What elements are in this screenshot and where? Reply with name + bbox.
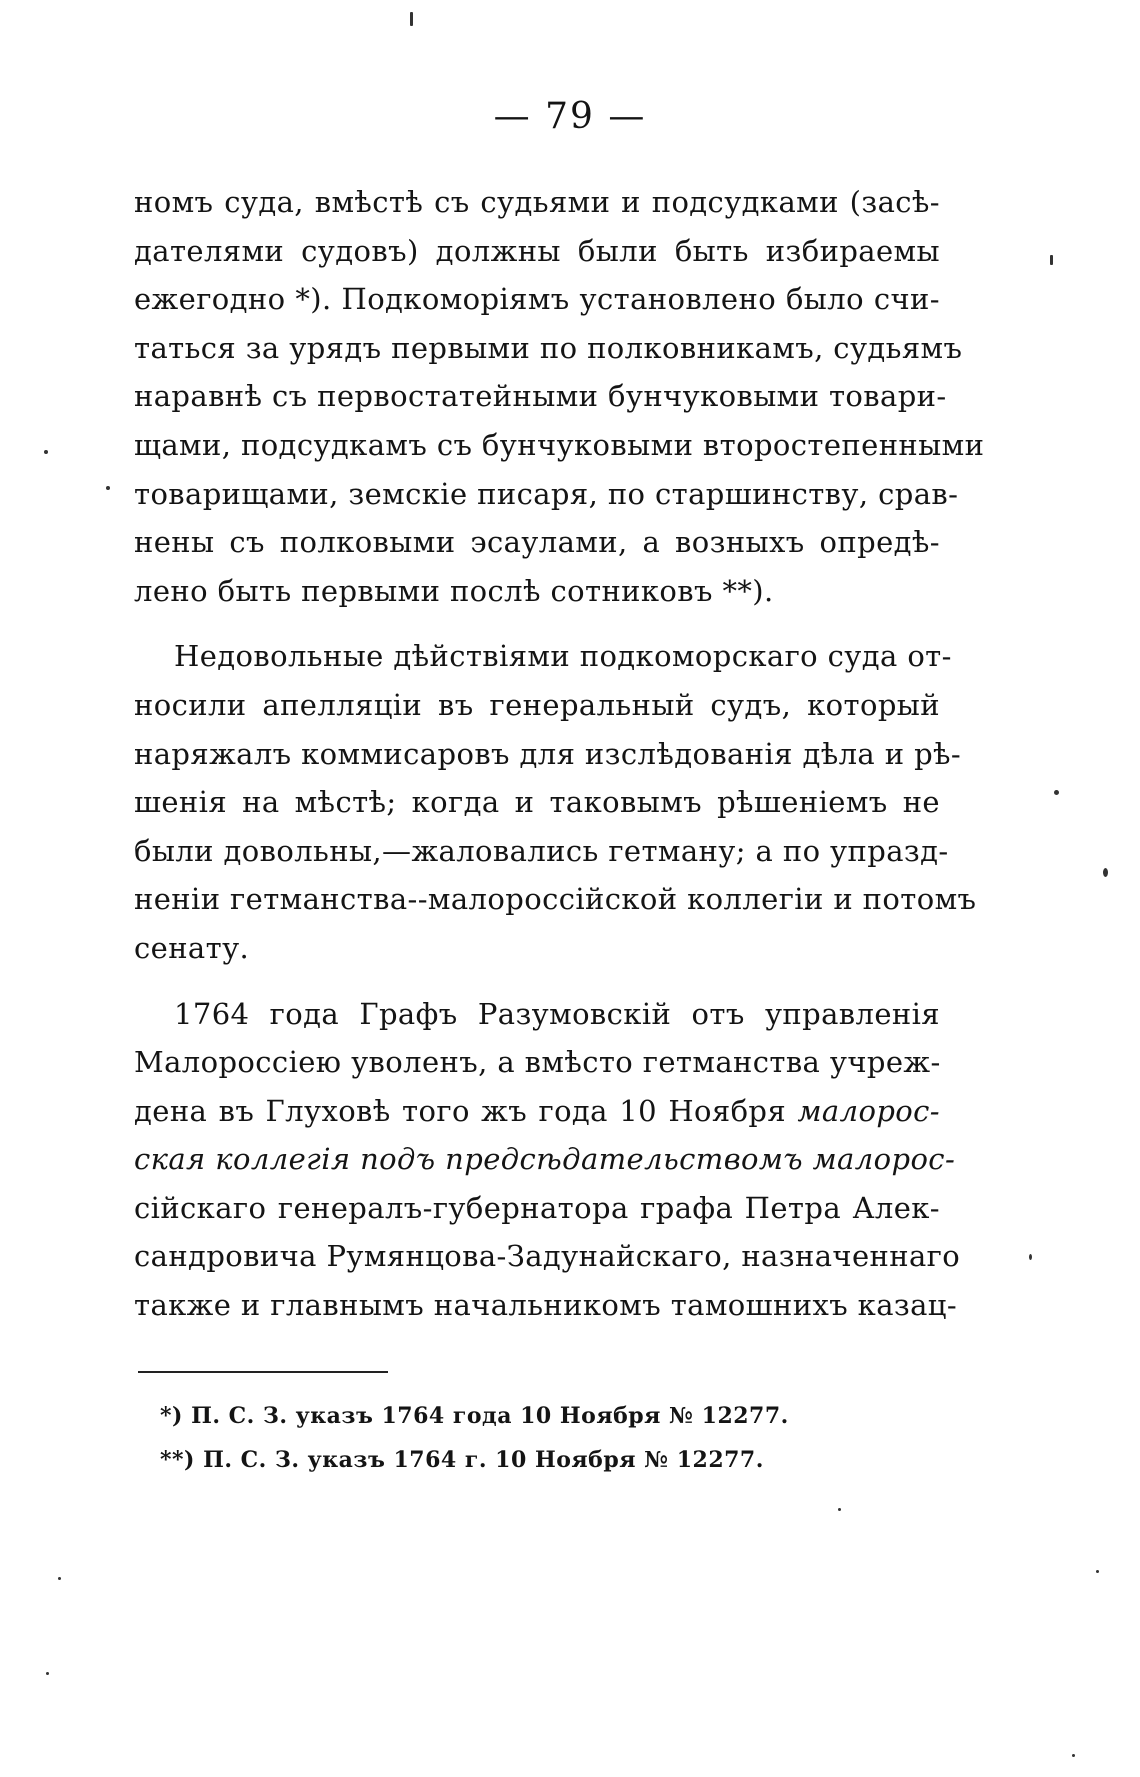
text-fragment: дена въ Глуховѣ того жъ года 10 Ноября [134, 1093, 787, 1128]
scan-speck [1054, 790, 1059, 795]
scan-speck [1029, 1254, 1032, 1260]
text-line: наряжалъ коммисаровъ для изслѣдованія дѣла и рѣ- [134, 736, 962, 771]
text-line: 1764 года Графъ Разумовскій отъ управленія [174, 996, 940, 1031]
scan-speck [838, 1508, 841, 1511]
text-line: неніи гетманства--малороссійской коллегіи и потомъ [134, 882, 977, 917]
scan-speck [1072, 1754, 1075, 1757]
text-line: лено быть первыми послѣ сотниковъ **). [134, 573, 774, 608]
text-line: дателями судовъ) должны были быть избираемы [134, 233, 940, 268]
paragraph-1 [134, 178, 985, 615]
italic-fragment: ская коллегія подъ предсѣдательствомъ малорос- [134, 1142, 956, 1177]
text-line: Малороссіею уволенъ, а вмѣсто гетманства учреж- [134, 1045, 941, 1080]
text-line: товарищами, земскіе писаря, по старшинству, срав- [134, 476, 959, 511]
paragraph-2 [134, 632, 977, 972]
footnote: **) П. С. З. указъ 1764 г. 10 Ноября № 12277. [160, 1447, 764, 1473]
text-line: нены съ полковыми эсаулами, а возныхъ опредѣ- [134, 525, 940, 560]
text-line: сандровича Румянцова-Задунайскаго, назначеннаго [134, 1239, 961, 1274]
text-line: были довольны,—жаловались гетману; а по упразд- [134, 833, 949, 868]
text-line-mixed [134, 1087, 940, 1136]
text-line: сійскаго генералъ-губернатора графа Петра Алек- [134, 1190, 940, 1225]
text-line: также и главнымъ начальникомъ тамошнихъ казац- [134, 1288, 958, 1323]
text-line: таться за урядъ первыми по полковникамъ, судьямъ [134, 330, 963, 365]
text-line: наравнѣ съ первостатейными бунчуковыми товари- [134, 379, 947, 414]
scan-speck [410, 12, 413, 26]
body-text [134, 178, 985, 1330]
text-line: щами, подсудкамъ съ бунчуковыми второстепенными [134, 427, 985, 462]
text-line-mixed [134, 1135, 956, 1184]
text-line: шенія на мѣстѣ; когда и таковымъ рѣшеніемъ не [134, 785, 940, 820]
scan-speck [44, 450, 48, 454]
scan-speck [106, 486, 110, 490]
scan-speck [1103, 868, 1108, 877]
paragraph-3 [134, 990, 961, 1330]
italic-fragment: малорос- [797, 1093, 940, 1128]
text-line: сенату. [134, 930, 250, 965]
scan-speck [1050, 255, 1053, 265]
scan-speck [1096, 1570, 1099, 1573]
footnote: *) П. С. З. указъ 1764 года 10 Ноября № 12277. [160, 1403, 789, 1429]
text-line: номъ суда, вмѣстѣ съ судьями и подсудками (засѣ- [134, 185, 940, 219]
footnotes [160, 1394, 920, 1482]
scan-speck [58, 1577, 61, 1580]
page-number: — 79 — [493, 96, 647, 137]
footnote-divider [138, 1371, 388, 1373]
text-line: ежегодно *). Подкоморіямъ установлено было счи- [134, 282, 940, 317]
text-line: Недовольные дѣйствіями подкоморскаго суда от- [174, 639, 952, 674]
scan-speck [46, 1672, 49, 1675]
text-line: носили апелляціи въ генеральный судъ, который [134, 687, 940, 722]
